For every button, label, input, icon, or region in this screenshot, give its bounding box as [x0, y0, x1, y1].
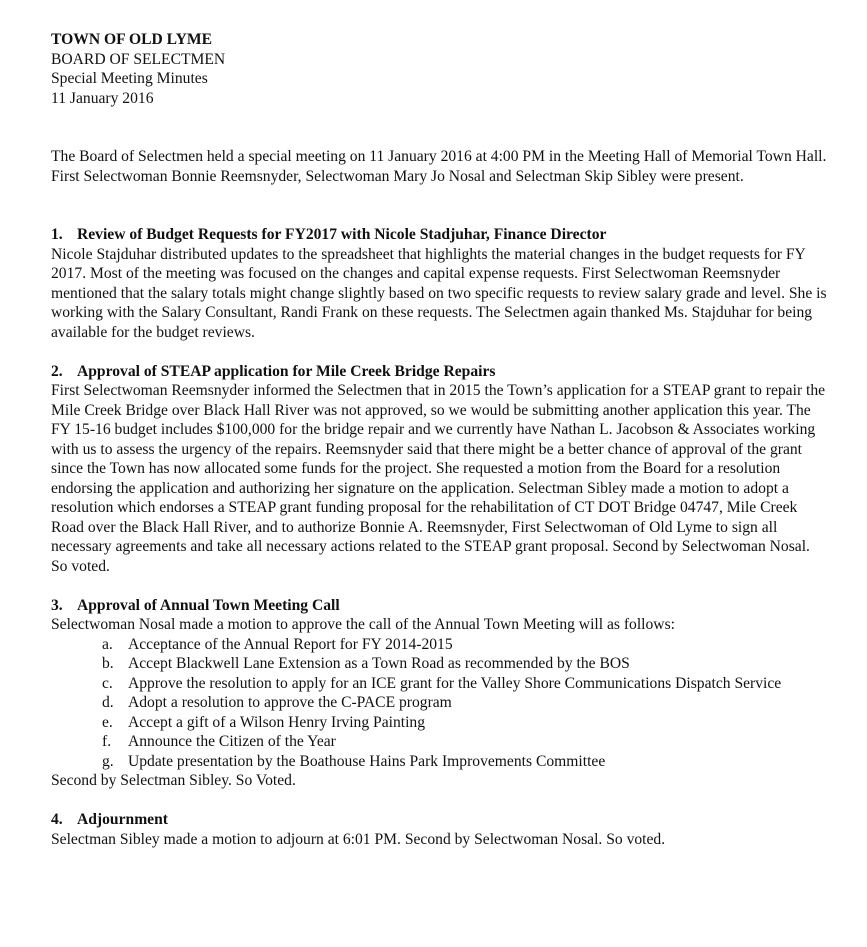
section-heading	[51, 810, 827, 830]
section-title: Adjournment	[77, 811, 168, 828]
list-item	[102, 752, 827, 772]
section-steap-application	[51, 362, 827, 577]
board-name: BOARD OF SELECTMEN	[51, 50, 226, 68]
section-number: 3.	[51, 596, 63, 614]
list-item-letter: b.	[102, 655, 114, 672]
section-body: Selectwoman Nosal made a motion to approve the call of the Annual Town Meeting will as follows:	[51, 616, 675, 633]
section-adjournment	[51, 810, 827, 849]
section-heading	[51, 596, 827, 616]
list-item-letter: g.	[102, 752, 114, 770]
intro-paragraph: The Board of Selectmen held a special meeting on 11 January 2016 at 4:00 PM in the Meeting Hall of Memorial Town Hall. First Selectwoman Bonnie Reemsnyder, Selectwoman Mary Jo Nosal and Selectman Skip Sibley were present.	[51, 148, 827, 185]
list-item-text: Adopt a resolution to approve the C-PACE program	[128, 694, 452, 711]
meeting-type: Special Meeting Minutes	[51, 70, 208, 87]
list-item-letter: e.	[102, 713, 113, 731]
list-item-letter: d.	[102, 694, 114, 711]
list-item-text: Accept a gift of a Wilson Henry Irving Painting	[128, 713, 426, 731]
section-title: Approval of Annual Town Meeting Call	[77, 596, 340, 614]
list-item	[102, 674, 827, 694]
list-item-text: Update presentation by the Boathouse Hains Park Improvements Committee	[128, 752, 606, 770]
section-budget-review	[51, 225, 827, 342]
section-number: 1.	[51, 226, 63, 243]
list-item	[102, 693, 827, 713]
list-item-text: Announce the Citizen of the Year	[128, 733, 336, 750]
list-item	[102, 732, 827, 752]
section-town-meeting-call	[51, 596, 827, 791]
list-item-text: Approve the resolution to apply for an ICE grant for the Valley Shore Communications Dispatch Service	[128, 674, 782, 692]
section-heading	[51, 225, 827, 245]
list-item-letter: c.	[102, 674, 113, 692]
town-name: TOWN OF OLD LYME	[51, 31, 213, 48]
list-item-letter: a.	[102, 635, 113, 653]
agenda-list	[51, 635, 827, 772]
section-title: Review of Budget Requests for FY2017 with Nicole Stadjuhar, Finance Director	[77, 226, 607, 243]
list-item	[102, 713, 827, 733]
meeting-date: 11 January 2016	[51, 89, 154, 107]
section-number: 2.	[51, 362, 63, 380]
section-body: First Selectwoman Reemsnyder informed the Selectmen that in 2015 the Town’s application for a STEAP grant to repair the Mile Creek Bridge over Black Hall River was not approved, so we would be submitting another application this year. The FY 15-16 budget includes $100,000 for the bridge repair and we currently have Nathan L. Jacobson & Associates working with us to assess the urgency of the repairs. Reemsnyder said that there might be a better chance of approval of the grant since the Town has now allocated some funds for the project. She requested a motion from the Board for a resolution endorsing the application and authorizing her signature on the application. Selectman Sibley made a motion to adopt a resolution which endorses a STEAP grant funding proposal for the rehabilitation of CT DOT Bridge 04747, Mile Creek Road over the Black Hall River, and to authorize Bonnie A. Reemsnyder, First Selectwoman of Old Lyme to sign all necessary agreements and take all necessary actions related to the STEAP grant proposal. Second by Selectwoman Nosal. So voted.	[51, 382, 826, 575]
list-item-text: Acceptance of the Annual Report for FY 2014-2015	[128, 635, 453, 653]
list-item	[102, 635, 827, 655]
section-body: Nicole Stajduhar distributed updates to the spreadsheet that highlights the material changes in the budget requests for FY 2017. Most of the meeting was focused on the changes and capital expense requests. First Selectwoman Reemsnyder mentioned that the salary totals might change slightly based on two specific requests to review salary grade and level. She is working with the Salary Consultant, Randi Frank on these requests. The Selectmen again thanked Ms. Stajduhar for being available for the budget reviews.	[51, 245, 827, 341]
section-number: 4.	[51, 811, 63, 828]
list-item	[102, 654, 827, 674]
document-header	[51, 30, 827, 108]
list-item-letter: f.	[102, 733, 112, 750]
section-title: Approval of STEAP application for Mile Creek Bridge Repairs	[77, 362, 496, 380]
list-item-text: Accept Blackwell Lane Extension as a Town Road as recommended by the BOS	[128, 655, 630, 672]
section-body: Selectman Sibley made a motion to adjourn at 6:01 PM. Second by Selectwoman Nosal. So voted.	[51, 830, 666, 848]
section-closing: Second by Selectman Sibley. So Voted.	[51, 772, 296, 789]
section-heading	[51, 362, 827, 382]
